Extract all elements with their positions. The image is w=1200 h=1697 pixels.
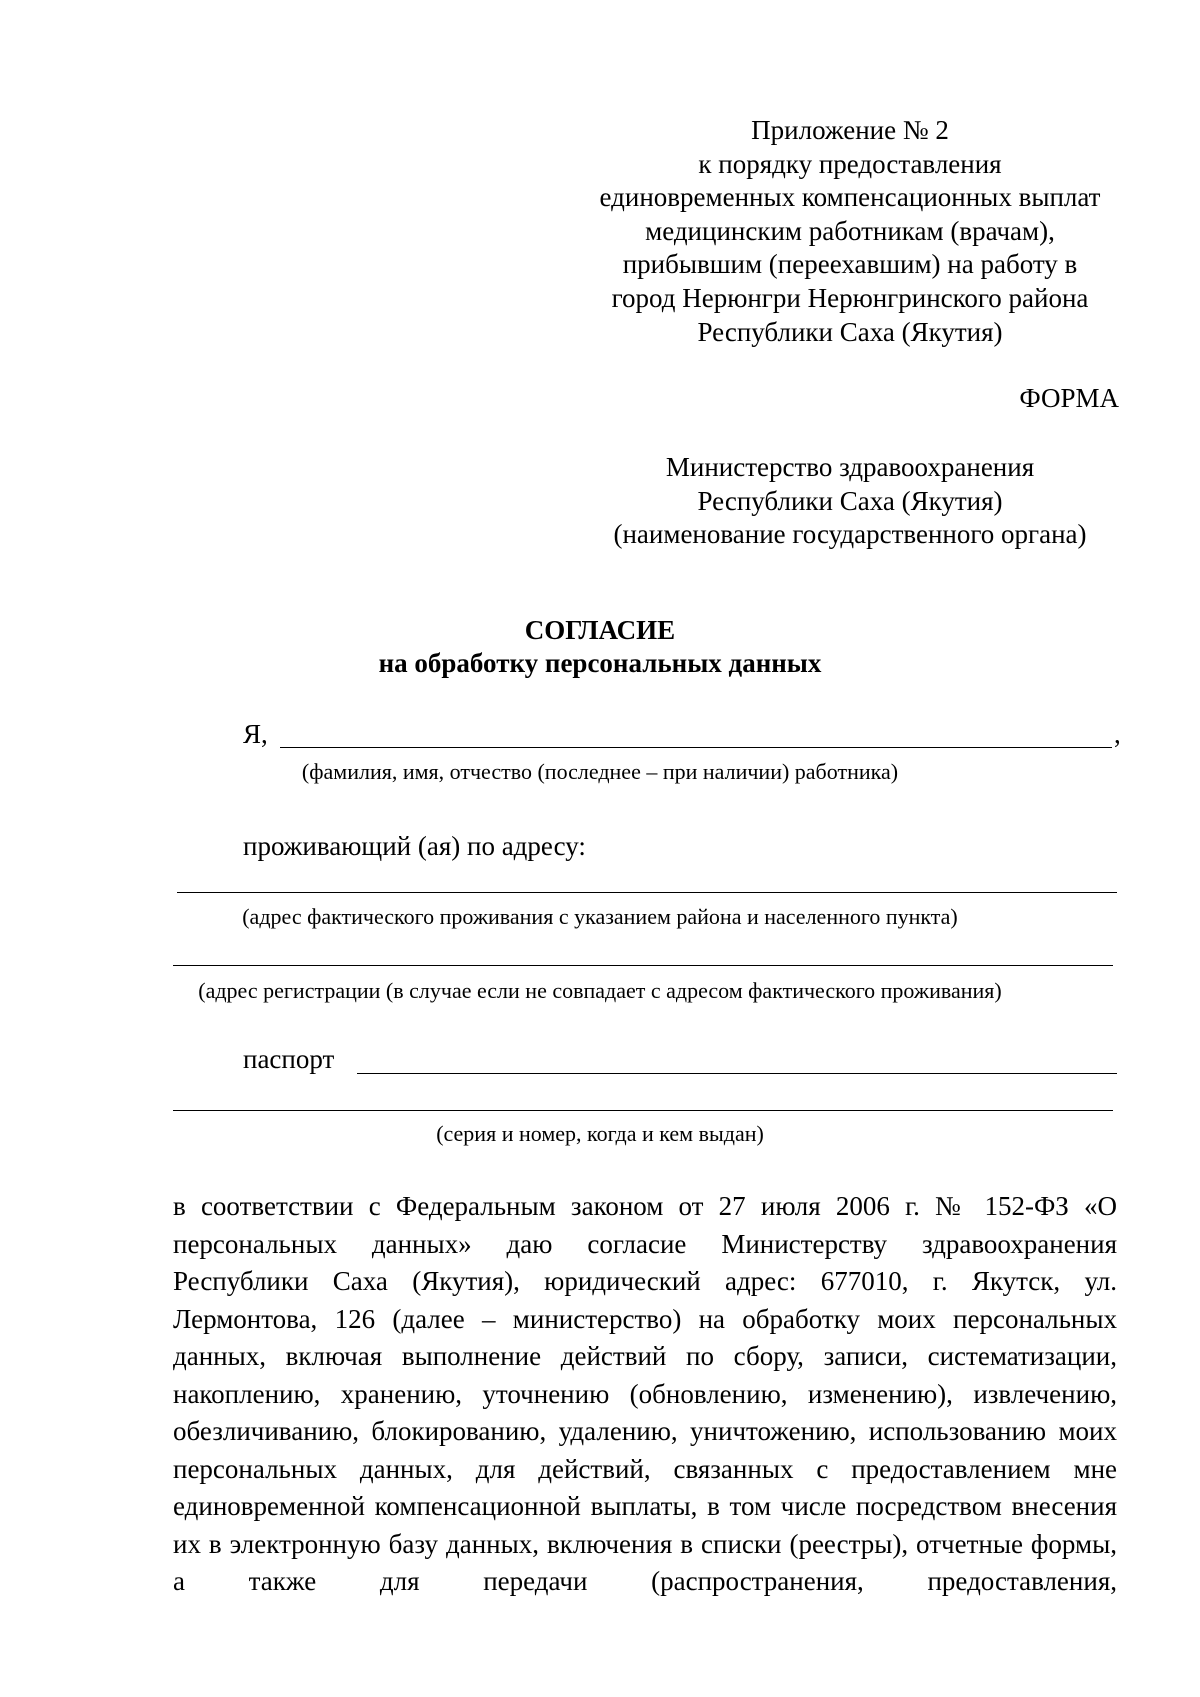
document-title: СОГЛАСИЕ <box>524 615 676 645</box>
name-prefix: Я, <box>243 719 268 749</box>
registration-address-fill-line[interactable] <box>173 965 1113 966</box>
ministry-block <box>560 451 1140 552</box>
appendix-line: Республики Саха (Якутия) <box>697 316 1003 347</box>
passport-label: паспорт <box>243 1044 335 1074</box>
appendix-line: Приложение № 2 <box>751 115 949 145</box>
passport-hint: (серия и номер, когда и кем выдан) <box>436 1121 764 1146</box>
name-fill-line[interactable] <box>280 747 1112 748</box>
actual-address-hint: (адрес фактического проживания с указанием района и населенного пункта) <box>242 904 958 929</box>
passport-second-fill-line[interactable] <box>173 1110 1113 1111</box>
ministry-name-line2: Республики Саха (Якутия) <box>697 485 1003 516</box>
name-suffix: , <box>1114 719 1121 749</box>
ministry-name-line1: Министерство здравоохранения <box>665 452 1035 482</box>
form-label: ФОРМА <box>1019 383 1119 413</box>
actual-address-fill-line[interactable] <box>177 892 1117 893</box>
appendix-line: медицинским работникам (врачам), <box>645 215 1055 246</box>
appendix-block <box>560 114 1140 349</box>
consent-paragraph: в соответствии с Федеральным законом от 27 июля 2006 г. № 152-ФЗ «О персональных данных» даю согласие Министерству здравоохранения Республики Саха (Якутия), юридический адрес: 677010, г. Якутск, ул. Лермонтова, 126 (далее – министерство) на обработку моих персональных данных, включая выполнение действий по сбору, записи, систематизации, накоплению, хранению, уточнению (обновлению, изменению), извлечению, обезличиванию, блокированию, удалению, уничтожению, использованию моих персональных данных, для действий, связанных с предоставлением мне единовременной компенсационной выплаты, в том числе посредством внесения их в электронную базу данных, включения в списки (реестры), отчетные формы, а также для передачи (распространения, предоставления, <box>173 1191 1117 1596</box>
ministry-caption: (наименование государственного органа) <box>613 519 1087 550</box>
registration-address-hint: (адрес регистрации (в случае если не совпадает с адресом фактического проживания) <box>198 978 1002 1003</box>
document-subtitle: на обработку персональных данных <box>378 648 822 678</box>
appendix-line: к порядку предоставления <box>698 148 1002 179</box>
address-label: проживающий (ая) по адресу: <box>243 831 586 861</box>
appendix-line: город Нерюнгри Нерюнгринского района <box>611 282 1089 313</box>
passport-fill-line[interactable] <box>357 1073 1117 1074</box>
appendix-line: единовременных компенсационных выплат <box>599 182 1101 213</box>
appendix-line: прибывшим (переехавшим) на работу в <box>622 249 1078 280</box>
name-hint: (фамилия, имя, отчество (последнее – при наличии) работника) <box>301 759 899 784</box>
